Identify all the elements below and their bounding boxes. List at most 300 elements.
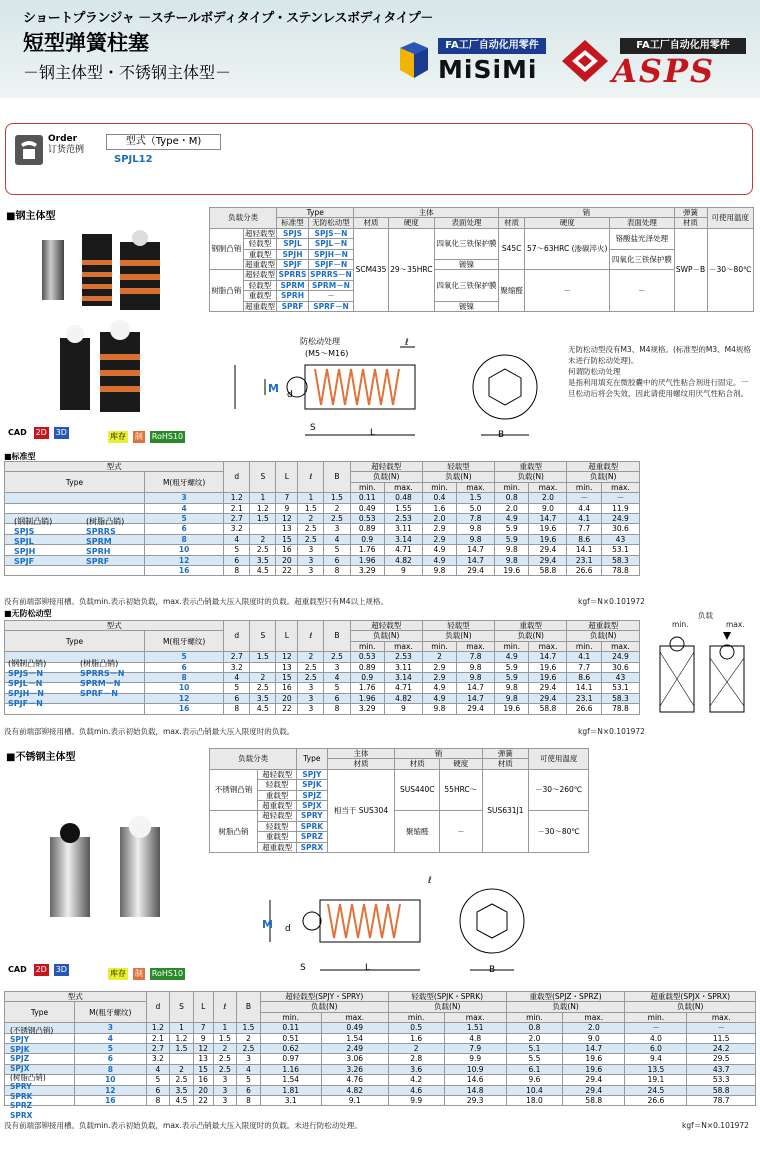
rohs-badge: RoHS10 [151,432,184,441]
table-cell: 4.8 [444,1033,506,1043]
table-cell: 19.6 [563,1064,625,1074]
table-cell: 6 [237,1085,261,1095]
table-cell: 4.5 [250,566,276,576]
ss-cad-2d-badge: 2D [35,965,47,974]
order-code: SPJL12 [114,154,153,165]
table-row [5,503,640,513]
table-cell: 2.9 [422,673,456,683]
table-cell: 9.8 [457,524,495,534]
table-cell: 4.2 [388,1075,444,1085]
table-cell: 2.5 [237,1044,261,1054]
table-cell: 2.5 [170,1075,194,1085]
table-cell: 1.16 [260,1064,321,1074]
table-cell: 0.51 [260,1033,321,1043]
table-cell: 2.0 [422,514,456,524]
table-cell: 13 [276,662,298,672]
table-cell: 4 [224,534,250,544]
table-cell: 1.5 [250,514,276,524]
table-cell: 4.9 [495,514,529,524]
misumi-tagline: FA工厂自动化用零件 [438,38,546,54]
table-cell: 9 [384,566,422,576]
table-cell: 6 [145,524,224,534]
table-cell: 3.14 [384,673,422,683]
ss-dim-l: ℓ [428,876,432,886]
table-cell: 5 [145,652,224,662]
table-cell: 9.4 [625,1054,687,1064]
table-cell: 5.0 [457,503,495,513]
table-cell: － [601,493,639,503]
table-cell: 3 [298,693,324,703]
table-cell: 12 [145,693,224,703]
order-example-box [5,123,753,195]
table-cell: 24.5 [625,1085,687,1095]
table-cell: 58.8 [687,1085,756,1095]
anti-loosen-label: 防松动处理 [300,337,340,346]
nl-kgf: kgf＝N×0.101972 [578,727,645,736]
std-kgf: kgf＝N×0.101972 [578,597,645,606]
nl-note: 没有前端部铆接用槽。负载min.表示初始负载，max.表示凸销最大压入限度时的负载。 [4,727,295,736]
ss-heading: ■不锈钢主体型 [6,752,76,763]
table-cell: 4 [237,1064,261,1074]
table-cell: 1.54 [321,1033,388,1043]
table-cell: 3.29 [350,566,384,576]
table-cell: 22 [276,566,298,576]
table-cell: 4.82 [384,555,422,565]
table-cell: － [567,493,601,503]
table-cell: 7.7 [567,524,601,534]
table-cell: 6 [324,555,350,565]
table-cell: 3.5 [170,1085,194,1095]
table-cell: 15 [193,1064,213,1074]
asps-emblem-icon [560,38,610,84]
ss-make-badge: 制 [134,969,143,978]
table-cell: 8 [324,704,350,714]
nl-dimension-table: 型式 d S L ℓ B 超轻载型 轻载型 重载型 超重载型 Type M(粗牙螺纹) 负载(N) 负载(N) 负载(N) 负载(N) min. max. min. max. min. max. min. max. 5 2.7 1.5 12 2 2.5 0.53 2.53 2 7.8 4.9 14.7 4.1 24.9 6 3.2 13 2.5 3 0.89 3.11 2.9 9.8 5.9 19.6 7.7 30.6 8 4 2 15 2.5 4 0.9 3.14 2.9 9.8 5.9 19.6 8.6 43 10 5 2.5 16 3 5 1.76 4.71 4.9 14.7 9.8 29.4 14.1 53.1 12 6 3.5 20 3 6 1.96 4.82 4.9 14.7 9.8 29.4 23.1 58.3 16 8 4.5 22 3 8 3.29 9 9.8 29.4 19.6 58.8 26.6 78.8 [4,620,640,715]
table-cell: 11.5 [687,1033,756,1043]
table-cell: 2.7 [224,514,250,524]
table-row [5,1033,756,1043]
table-cell: 18.0 [506,1096,562,1106]
std-table-heading: ■标准型 [4,452,36,461]
table-cell: 2 [298,652,324,662]
table-cell: 7.9 [444,1044,506,1054]
table-cell: 5.9 [495,662,529,672]
table-cell: 5 [224,545,250,555]
table-cell: 53.3 [687,1075,756,1085]
table-cell: 4.5 [250,704,276,714]
dim-L: L [370,428,376,438]
table-cell: 7 [193,1023,213,1033]
ss-stock-badge: 库存 [110,969,126,978]
table-cell: 8 [237,1096,261,1106]
table-cell: 3.1 [260,1096,321,1106]
anti-loosen-range: (M5～M16) [305,349,349,358]
table-cell: 3 [324,662,350,672]
dim-M: M [268,382,279,395]
japanese-title: ショートプランジャ －スチールボディタイプ・ステンレスボディタイプ－ [23,11,433,26]
table-cell: 24.9 [601,652,639,662]
nl-types-a: (钢制凸销) SPJS－N SPJL－N SPJH－N SPJF－N [8,659,47,708]
misumi-logo [398,38,548,84]
table-cell: 3 [324,524,350,534]
ss-dim-d: d [285,924,291,934]
table-cell: 20 [276,555,298,565]
table-cell: 12 [145,555,224,565]
table-cell: 16 [75,1096,147,1106]
table-cell: 19.6 [495,704,529,714]
table-cell: 1.5 [250,652,276,662]
table-cell: 1.2 [250,503,276,513]
ss-note: 没有前端部铆接用槽。负载min.表示初始负载，max.表示凸销最大压入限度时的负载。未进行防松动处理。 [4,1121,362,1130]
table-cell: 6 [324,693,350,703]
table-cell: 11.9 [601,503,639,513]
table-cell: 2 [250,673,276,683]
table-cell: 4 [145,503,224,513]
table-cell: 1.6 [388,1033,444,1043]
table-cell: 16 [276,683,298,693]
table-cell: 19.6 [495,566,529,576]
table-cell: 4.9 [422,555,456,565]
table-cell: 0.53 [350,514,384,524]
table-cell: 0.11 [260,1023,321,1033]
table-cell: 3 [298,566,324,576]
phone-order-icon [14,134,44,166]
table-cell: 3 [298,555,324,565]
table-cell [170,1054,194,1064]
table-cell: 2.9 [422,524,456,534]
table-cell: 58.8 [529,566,567,576]
table-cell: 9.9 [444,1054,506,1064]
dim-l: ℓ [405,338,409,348]
table-cell: 9.8 [495,683,529,693]
ss-dim-S: S [300,963,306,973]
table-cell: 13 [193,1054,213,1064]
table-cell: 13.5 [625,1064,687,1074]
type-cell [5,493,145,503]
table-cell: 2 [237,1033,261,1043]
table-cell: 0.9 [350,673,384,683]
table-cell: 20 [276,693,298,703]
table-cell: 2.5 [250,545,276,555]
table-cell: 8 [146,1096,170,1106]
table-cell: 2 [170,1064,194,1074]
std-dimension-table: 型式 d S L ℓ B 超轻载型 轻载型 重载型 超重载型 Type M(粗牙螺纹) 负载(N) 负载(N) 负载(N) 负载(N) min. max. min. max. min. max. min. max. 3 1.2 1 7 1 1.5 0.11 0.48 0.4 1.5 0.8 2.0 － － 4 2.1 1.2 9 1.5 2 0.49 1.55 1.6 5.0 2.0 9.0 4.4 11.9 5 2.7 1.5 12 2 2.5 0.53 2.53 2.0 7.8 4.9 14.7 4.1 24.9 6 3.2 13 2.5 3 0.89 3.11 2.9 9.8 5.9 19.6 7.7 30.6 8 4 2 15 2.5 4 0.9 3.14 2.9 9.8 5.9 19.6 8.6 43 10 5 2.5 16 3 5 1.76 4.71 4.9 14.7 9.8 29.4 14.1 53.1 12 6 3.5 20 3 6 1.96 4.82 4.9 14.7 9.8 29.4 23.1 58.3 16 8 4.5 22 3 8 3.29 9 9.8 29.4 19.6 58.8 26.6 78.8 [4,461,640,576]
table-cell: 0.89 [350,524,384,534]
table-cell: 9.6 [506,1075,562,1085]
table-cell: 3.2 [146,1054,170,1064]
table-cell: 3.5 [250,555,276,565]
ss-dimension-table: 型式 d S L ℓ B 超轻载型(SPJY・SPRY) 轻载型(SPJK・SPRK) 重载型(SPJZ・SPRZ) 超重载型(SPJX・SPRX) Type M(粗牙螺纹) 负载(N) 负载(N) 负载(N) 负载(N) min. max. min. max. min. max. min. max. 3 1.2 1 7 1 1.5 0.11 0.49 0.5 1.51 0.8 2.0 － － 4 2.1 1.2 9 1.5 2 0.51 1.54 1.6 4.8 2.0 9.0 4.0 11.5 5 2.7 1.5 12 2 2.5 0.62 2.49 2 7.9 5.1 14.7 6.0 24.2 6 3.2 13 2.5 3 0.97 3.06 2.8 9.9 5.5 19.6 9.4 29.5 8 4 2 15 2.5 4 1.16 3.26 3.6 10.9 6.1 19.6 13.5 43.7 10 5 2.5 16 3 5 1.54 4.76 4.2 14.6 9.6 29.4 19.1 53.3 12 6 3.5 20 3 6 1.81 4.82 4.6 14.8 10.4 29.4 24.5 58.8 16 8 4.5 22 3 8 3.1 9.1 9.9 29.3 18.0 58.8 26.6 78.7 [4,991,756,1106]
table-cell: 6.1 [506,1064,562,1074]
table-cell: 29.4 [529,693,567,703]
dim-d: d [287,390,293,400]
table-cell: 43 [601,673,639,683]
table-cell: 26.6 [625,1096,687,1106]
table-cell: 19.6 [529,673,567,683]
ss-product-photo [40,815,190,925]
ss-kgf: kgf＝N×0.101972 [682,1121,749,1130]
table-cell: 1.5 [298,503,324,513]
table-cell: 2.0 [506,1033,562,1043]
table-cell: 8 [75,1064,147,1074]
table-cell: 10.4 [506,1085,562,1095]
page-title: 短型弹簧柱塞 [23,31,149,55]
table-cell: 14.7 [457,693,495,703]
table-cell: 29.4 [563,1085,625,1095]
type-cell [5,503,145,513]
table-cell: 4 [224,673,250,683]
table-cell [250,524,276,534]
make-badge: 制 [134,432,143,441]
table-cell: 2.9 [422,662,456,672]
table-cell: 2.9 [422,534,456,544]
table-cell: 29.4 [529,683,567,693]
table-cell: 5.5 [506,1054,562,1064]
table-cell: 22 [193,1096,213,1106]
table-cell: 3.11 [384,662,422,672]
table-cell: 1.5 [457,493,495,503]
table-cell: 7.8 [457,514,495,524]
table-cell: 43.7 [687,1064,756,1074]
table-cell: 9.8 [457,534,495,544]
table-cell: 4.9 [422,545,456,555]
table-cell: 2 [298,514,324,524]
nl-table-heading: ■无防松动型 [4,609,52,618]
misumi-name: MiSiMi [438,55,538,84]
load-fig-min: min. [672,620,689,629]
cad-3d-badge: 3D [55,428,67,437]
dim-S: S [310,423,316,433]
table-cell: 5.9 [495,673,529,683]
table-cell: 3.2 [224,524,250,534]
table-cell: 16 [276,545,298,555]
table-cell: 4.6 [388,1085,444,1095]
table-cell: 53.1 [601,545,639,555]
table-cell: 10 [145,683,224,693]
table-cell [250,662,276,672]
dim-B: B [498,430,505,440]
table-cell: 1.5 [213,1033,237,1043]
table-cell: 2.0 [529,493,567,503]
table-cell: 2.53 [384,652,422,662]
table-cell: 2.5 [213,1064,237,1074]
table-cell: 12 [75,1085,147,1095]
table-cell: － [687,1023,756,1033]
table-cell: 4.82 [321,1085,388,1095]
table-cell: 26.6 [567,704,601,714]
table-cell: 78.8 [601,704,639,714]
steel-product-photo [30,220,190,420]
ss-spec-table: 负载分类 Type 主体 销 弹簧 可使用温度 材质 材质 硬度 材质 不锈钢凸销 超轻载型 SPJY 相当于 SUS304 SUS440C 55HRC～ SUS631J1 －30～260℃ 轻载型 SPJK 重载型 SPJZ 超重载型 SPJX 树脂凸销 超轻载型 SPRY 聚缩醛 － －30～80℃ 轻载型 SPRK 重载型 SPRZ 超重载型 SPRX [209,748,589,853]
table-cell: 13 [276,524,298,534]
table-cell: 14.7 [563,1044,625,1054]
table-cell: 5 [237,1075,261,1085]
table-cell: 9.0 [529,503,567,513]
table-cell: 0.8 [506,1023,562,1033]
table-cell: 9.1 [321,1096,388,1106]
table-cell: 2.5 [213,1054,237,1064]
table-cell: 43 [601,534,639,544]
table-cell: 4.82 [384,693,422,703]
table-cell: 19.6 [529,662,567,672]
table-cell: 1.55 [384,503,422,513]
table-cell: 0.53 [350,652,384,662]
table-cell: 4.71 [384,545,422,555]
cad-2d-badge: 2D [35,428,47,437]
table-row [5,566,640,576]
asps-tagline: FA工厂自动化用零件 [620,38,746,54]
table-cell: 2.53 [384,514,422,524]
table-cell: 3 [213,1085,237,1095]
table-cell: 1 [170,1023,194,1033]
table-cell: 53.1 [601,683,639,693]
table-cell: 14.7 [529,514,567,524]
table-cell: 4.9 [422,683,456,693]
ss-cad-label: CAD [8,965,27,974]
table-cell: 3 [213,1096,237,1106]
table-cell: 1.5 [237,1023,261,1033]
steel-icons [6,427,71,439]
table-cell: 3.29 [350,704,384,714]
ss-icons [6,964,71,976]
table-cell: 4.76 [321,1075,388,1085]
table-row [5,1054,756,1064]
table-cell: 2 [422,652,456,662]
table-cell: 10 [145,545,224,555]
table-cell: 4.71 [384,683,422,693]
table-cell: 9.8 [422,704,456,714]
table-cell: 2.5 [298,673,324,683]
table-cell: 14.7 [457,555,495,565]
table-cell: 23.1 [567,693,601,703]
table-cell: 8.6 [567,534,601,544]
ss-cad-3d-badge: 3D [55,965,67,974]
order-label: Order 订货范例 [48,134,85,155]
table-cell: 8 [224,704,250,714]
table-cell: 14.7 [457,545,495,555]
table-cell: 0.8 [495,493,529,503]
table-cell: 2.5 [298,662,324,672]
type-cell [5,566,145,576]
table-cell: 4.9 [422,693,456,703]
table-cell: 2.5 [298,534,324,544]
table-cell: 29.4 [457,566,495,576]
table-cell: 9 [193,1033,213,1043]
steel-notes: 无防松动型没有M3、M4规格。(标准型的M3、M4规格未进行防松动处理)。 何谓防松动处理 是指利用填充在微胶囊中的厌气性粘合剂进行固定。一旦松动后将会失效，因此请使用螺纹用厌气性粘合剂。 [568,345,751,398]
table-row [5,1044,756,1054]
table-cell: 22 [276,704,298,714]
load-figure [648,632,758,717]
table-cell: 30.6 [601,524,639,534]
table-cell: 4.1 [567,514,601,524]
table-cell: 4 [146,1064,170,1074]
table-cell: 4.0 [625,1033,687,1043]
steel-heading: ■钢主体型 [6,211,56,222]
table-cell: 1.76 [350,545,384,555]
table-cell: － [625,1023,687,1033]
table-cell: 29.3 [444,1096,506,1106]
table-cell: 9.8 [457,662,495,672]
table-cell: 2.1 [146,1033,170,1043]
table-cell: 2 [324,503,350,513]
load-fig-label: 负载 [698,611,713,620]
table-cell: 0.5 [388,1023,444,1033]
table-cell: 30.6 [601,662,639,672]
table-cell: 1.96 [350,693,384,703]
table-cell: 2.5 [298,524,324,534]
table-cell: 1.6 [422,503,456,513]
table-cell: 14.1 [567,545,601,555]
table-cell: 58.3 [601,693,639,703]
table-cell: 1.5 [170,1044,194,1054]
table-cell: 1.81 [260,1085,321,1095]
table-cell: 3 [213,1075,237,1085]
std-types-a: (钢制凸销) SPJS SPJL SPJH SPJF [14,517,53,566]
table-cell: 2.5 [324,514,350,524]
table-row [5,1023,756,1033]
table-cell: 2 [388,1044,444,1054]
ss-types: (不锈钢凸销) SPJY SPJK SPJZ SPJX (树脂凸销) SPRY SPRK SPRZ SPRX [10,1026,54,1120]
table-cell: 9.8 [495,555,529,565]
table-cell: 1.96 [350,555,384,565]
table-cell: 0.4 [422,493,456,503]
asps-logo [560,38,750,90]
table-cell: 3 [298,683,324,693]
table-cell: 1 [213,1023,237,1033]
table-cell: 10 [75,1075,147,1085]
ss-badges [108,968,187,980]
table-cell: 4.4 [567,503,601,513]
table-cell: 0.62 [260,1044,321,1054]
table-cell: 19.6 [563,1054,625,1064]
ss-dim-L: L [365,963,371,973]
table-row [5,1085,756,1095]
table-cell: 4.1 [567,652,601,662]
table-cell: 2 [213,1044,237,1054]
table-cell: 5 [146,1075,170,1085]
table-cell: 3.26 [321,1064,388,1074]
table-cell: 29.4 [529,545,567,555]
table-cell: 1.5 [324,493,350,503]
table-cell: 3 [75,1023,147,1033]
table-cell: 2.0 [563,1023,625,1033]
table-cell: 6 [75,1054,147,1064]
steel-badges [108,431,187,443]
table-cell: 7 [276,493,298,503]
table-cell: 1.54 [260,1075,321,1085]
table-cell: 3 [145,493,224,503]
table-row [5,1096,756,1106]
asps-name: ASPS [612,52,716,90]
table-cell: 8 [324,566,350,576]
table-cell: 5.9 [495,524,529,534]
table-cell: 9.9 [388,1096,444,1106]
table-cell: 7.7 [567,662,601,672]
table-cell: 1 [298,493,324,503]
cube-logo-icon [398,40,430,80]
table-cell: 14.1 [567,683,601,693]
table-cell: 5 [324,683,350,693]
table-cell: 8 [224,566,250,576]
table-cell: 3 [237,1054,261,1064]
table-cell: 0.97 [260,1054,321,1064]
stock-badge: 库存 [110,432,126,441]
table-cell: 1.2 [170,1033,194,1043]
table-cell: 5.9 [495,534,529,544]
table-cell: 4.5 [170,1096,194,1106]
load-fig-max: max. [726,620,745,629]
table-cell: 8.6 [567,673,601,683]
